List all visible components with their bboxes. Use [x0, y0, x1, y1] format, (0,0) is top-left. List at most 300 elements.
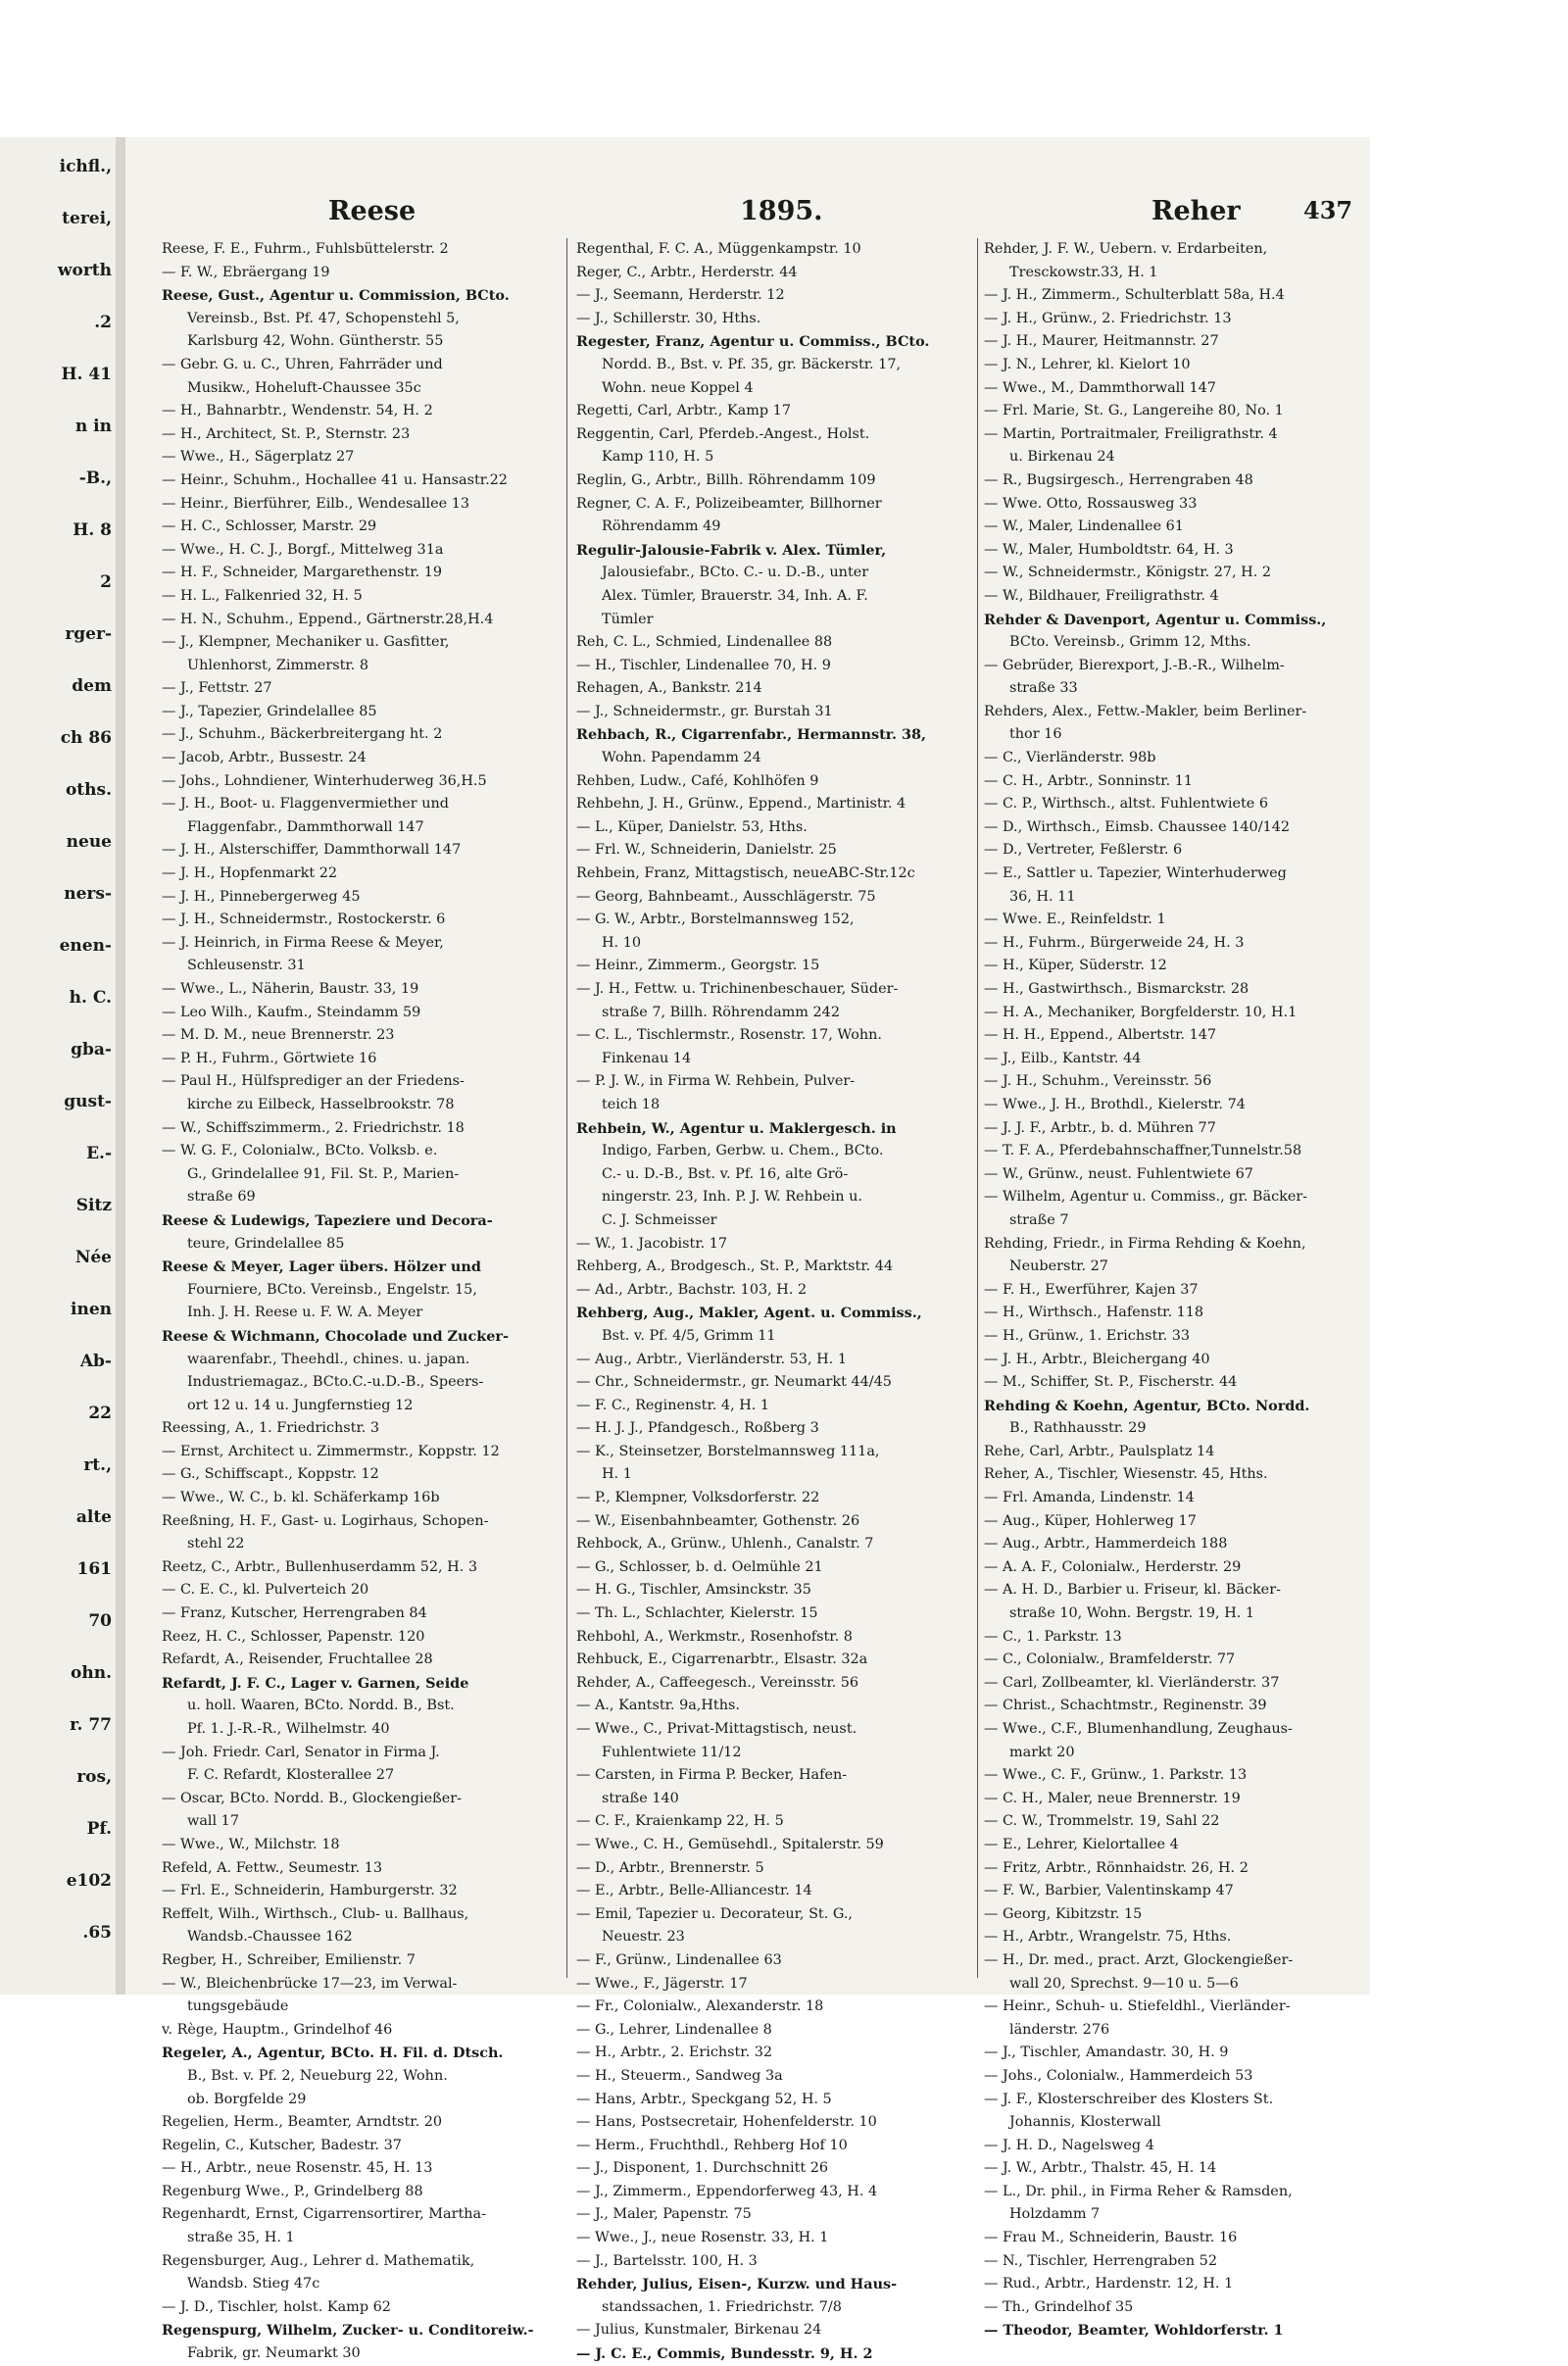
directory-entry: — D., Vertreter, Feßlerstr. 6 — [984, 842, 1183, 859]
directory-entry: — Ad., Arbtr., Bachstr. 103, H. 2 — [576, 1281, 808, 1298]
directory-entry: — A., Kantstr. 9a,Hths. — [576, 1698, 740, 1714]
directory-entry: — H., Dr. med., pract. Arzt, Glockengießer- — [984, 1951, 1294, 1968]
directory-entry: — E., Sattler u. Tapezier, Winterhuderweg — [984, 865, 1287, 882]
directory-entry: Karlsburg 42, Wohn. Güntherstr. 55 — [187, 333, 444, 350]
directory-entry: — J. H., Boot- u. Flaggenvermiether und — [162, 796, 450, 813]
directory-entry: — Heinr., Bierführer, Eilb., Wendesallee 13 — [162, 495, 470, 512]
directory-entry: Neuberstr. 27 — [1009, 1258, 1108, 1275]
directory-entry: — H., Arbtr., 2. Erichstr. 32 — [576, 2045, 773, 2061]
directory-entry: Neuestr. 23 — [602, 1929, 685, 1946]
directory-entry: Reessing, A., 1. Friedrichstr. 3 — [162, 1420, 380, 1437]
directory-entry: — Heinr., Zimmerm., Georgstr. 15 — [576, 958, 820, 974]
directory-entry: — Wwe., H., Sägerplatz 27 — [162, 449, 355, 466]
directory-entry: Reese & Ludewigs, Tapeziere und Decora- — [162, 1211, 493, 1229]
directory-entry: — J. D., Tischler, holst. Kamp 62 — [162, 2298, 391, 2315]
directory-entry: kirche zu Eilbeck, Hasselbrookstr. 78 — [187, 1096, 455, 1112]
directory-entry: — Rud., Arbtr., Hardenstr. 12, H. 1 — [984, 2276, 1234, 2292]
directory-entry: — K., Steinsetzer, Borstelmannsweg 111a, — [576, 1443, 880, 1459]
directory-entry: Tümler — [602, 611, 654, 627]
directory-entry: — Aug., Arbtr., Vierländerstr. 53, H. 1 — [576, 1351, 847, 1367]
directory-entry: — J. H. D., Nagelsweg 4 — [984, 2137, 1154, 2153]
directory-entry: Rehbehn, J. H., Grünw., Eppend., Martinistr. 4 — [576, 796, 906, 813]
directory-entry: Reese, F. E., Fuhrm., Fuhlsbüttelerstr. 2 — [162, 241, 449, 257]
directory-entry: — C. L., Tischlermstr., Rosenstr. 17, Wohn. — [576, 1027, 882, 1044]
header-right-word: Reher — [1152, 196, 1241, 226]
directory-column-1 — [162, 238, 554, 2366]
directory-entry: — H. J. J., Pfandgesch., Roßberg 3 — [576, 1420, 819, 1437]
directory-entry: Uhlenhorst, Zimmerstr. 8 — [187, 657, 368, 673]
directory-entry: u. holl. Waaren, BCto. Nordd. B., Bst. — [187, 1698, 455, 1714]
directory-entry: markt 20 — [1009, 1744, 1075, 1760]
directory-entry: — Ernst, Architect u. Zimmermstr., Koppstr. 12 — [162, 1443, 500, 1459]
adjacent-page-text: .2 — [94, 313, 112, 332]
page-number: 437 — [1303, 196, 1353, 224]
directory-entry: ort 12 u. 14 u. Jungfernstieg 12 — [187, 1397, 414, 1413]
directory-entry: Rehding, Friedr., in Firma Rehding & Koehn, — [984, 1235, 1306, 1252]
directory-entry: Musikw., Hoheluft-Chaussee 35c — [187, 379, 421, 396]
directory-entry: — Frl. E., Schneiderin, Hamburgerstr. 32 — [162, 1883, 458, 1899]
directory-entry: Nordd. B., Bst. v. Pf. 35, gr. Bäckerstr. 17, — [602, 356, 902, 372]
directory-entry: — Wwe., C.F., Blumenhandlung, Zeughaus- — [984, 1721, 1293, 1737]
adjacent-page-text: ohn. — [71, 1663, 112, 1683]
directory-entry: — J. Heinrich, in Firma Reese & Meyer, — [162, 934, 444, 951]
adjacent-page-text: Née — [74, 1248, 112, 1267]
directory-entry: — L., Dr. phil., in Firma Reher & Ramsden, — [984, 2183, 1293, 2199]
directory-entry: Regenspurg, Wilhelm, Zucker- u. Conditoreiw.- — [162, 2322, 534, 2340]
directory-entry: — J. H., Hopfenmarkt 22 — [162, 865, 338, 882]
directory-entry: — Johs., Colonialw., Hammerdeich 53 — [984, 2067, 1253, 2084]
directory-entry: — Wwe. E., Reinfeldstr. 1 — [984, 912, 1166, 928]
directory-entry: — H. L., Falkenried 32, H. 5 — [162, 587, 363, 604]
directory-entry: — F., Grünw., Lindenallee 63 — [576, 1951, 782, 1968]
directory-entry: — H. A., Mechaniker, Borgfelderstr. 10, H.1 — [984, 1004, 1298, 1020]
adjacent-page-text: terei, — [62, 209, 112, 228]
directory-entry: — W., Eisenbahnbeamter, Gothenstr. 26 — [576, 1512, 860, 1529]
header-left-word: Reese — [328, 196, 416, 226]
directory-entry: — Wwe. Otto, Rossausweg 33 — [984, 495, 1198, 512]
directory-entry: — Chr., Schneidermstr., gr. Neumarkt 44/45 — [576, 1374, 892, 1391]
adjacent-page-text: 22 — [88, 1404, 112, 1423]
directory-entry: stehl 22 — [187, 1536, 245, 1553]
directory-entry: Rehder, J. F. W., Uebern. v. Erdarbeiten, — [984, 241, 1268, 257]
directory-entry: Rehbach, R., Cigarrenfabr., Hermannstr. 38, — [576, 726, 927, 744]
directory-entry: — H., Fuhrm., Bürgerweide 24, H. 3 — [984, 934, 1245, 951]
directory-entry: — H., Bahnarbtr., Wendenstr. 54, H. 2 — [162, 403, 433, 419]
adjacent-page-text: dem — [72, 676, 112, 696]
directory-entry: — Julius, Kunstmaler, Birkenau 24 — [576, 2322, 822, 2339]
directory-entry: Inh. J. H. Reese u. F. W. A. Meyer — [187, 1305, 423, 1321]
directory-entry: Rehders, Alex., Fettw.-Makler, beim Berliner- — [984, 703, 1307, 719]
directory-entry: straße 7, Billh. Röhrendamm 242 — [602, 1004, 840, 1020]
directory-entry: — J. W., Arbtr., Thalstr. 45, H. 14 — [984, 2160, 1217, 2177]
directory-entry: Flaggenfabr., Dammthorwall 147 — [187, 818, 424, 835]
adjacent-page-text: Pf. — [86, 1819, 112, 1839]
directory-entry: Reese & Wichmann, Chocolade und Zucker- — [162, 1327, 509, 1345]
directory-entry: — J., Seemann, Herderstr. 12 — [576, 287, 785, 304]
directory-entry: — M., Schiffer, St. P., Fischerstr. 44 — [984, 1374, 1238, 1391]
directory-entry: — J. H., Schuhm., Vereinsstr. 56 — [984, 1073, 1212, 1090]
directory-entry: — Wwe., W. C., b. kl. Schäferkamp 16b — [162, 1490, 440, 1506]
directory-entry: — C. H., Maler, neue Brennerstr. 19 — [984, 1790, 1241, 1806]
directory-entry: waarenfabr., Theehdl., chines. u. japan. — [187, 1351, 470, 1367]
directory-entry: — D., Arbtr., Brennerstr. 5 — [576, 1859, 764, 1876]
directory-entry: — Wwe., C., Privat-Mittagstisch, neust. — [576, 1721, 858, 1737]
directory-entry: Rehe, Carl, Arbtr., Paulsplatz 14 — [984, 1443, 1215, 1459]
directory-column-3 — [984, 238, 1376, 2342]
adjacent-page-text: e102 — [66, 1871, 112, 1891]
directory-entry: Rehbein, Franz, Mittagstisch, neueABC-Str.12c — [576, 865, 915, 882]
directory-entry: straße 7 — [1009, 1211, 1069, 1228]
directory-entry: — H. N., Schuhm., Eppend., Gärtnerstr.28,H.4 — [162, 611, 494, 627]
directory-entry: — G. W., Arbtr., Borstelmannsweg 152, — [576, 912, 855, 928]
directory-entry: Refeld, A. Fettw., Seumestr. 13 — [162, 1859, 383, 1876]
directory-entry: Tresckowstr.33, H. 1 — [1009, 264, 1158, 280]
directory-entry: wall 17 — [187, 1813, 239, 1830]
directory-entry: — J., Schillerstr. 30, Hths. — [576, 310, 761, 326]
adjacent-page-text: .65 — [82, 1923, 112, 1943]
directory-entry: — J., Maler, Papenstr. 75 — [576, 2206, 752, 2223]
directory-entry: — N., Tischler, Herrengraben 52 — [984, 2252, 1217, 2269]
page-gutter — [116, 137, 125, 1995]
directory-entry: — Frl. Marie, St. G., Langereihe 80, No. 1 — [984, 403, 1284, 419]
adjacent-page-text: rger- — [65, 624, 112, 644]
directory-entry: F. C. Refardt, Klosterallee 27 — [187, 1767, 395, 1784]
directory-entry: — J. F., Klosterschreiber des Klosters St. — [984, 2091, 1274, 2107]
directory-entry: — Wwe., W., Milchstr. 18 — [162, 1836, 340, 1852]
directory-entry: H. 1 — [602, 1466, 632, 1483]
directory-entry: — Wwe., H. C. J., Borgf., Mittelweg 31a — [162, 541, 444, 558]
adjacent-page-text: gba- — [71, 1040, 112, 1060]
directory-entry: Wandsb. Stieg 47c — [187, 2276, 320, 2292]
adjacent-page-text: Sitz — [75, 1196, 112, 1215]
directory-entry: C. J. Schmeisser — [602, 1211, 717, 1228]
directory-entry: — Th., Grindelhof 35 — [984, 2298, 1134, 2315]
directory-entry: — Martin, Portraitmaler, Freiligrathstr. 4 — [984, 425, 1278, 442]
directory-entry: — Joh. Friedr. Carl, Senator in Firma J. — [162, 1744, 440, 1760]
adjacent-page-text: r. 77 — [70, 1715, 112, 1735]
directory-entry: — Heinr., Schuhm., Hochallee 41 u. Hansastr.22 — [162, 471, 508, 488]
directory-entry: — W., Maler, Lindenallee 61 — [984, 518, 1184, 535]
directory-entry: — H. C., Schlosser, Marstr. 29 — [162, 518, 377, 535]
directory-entry: — Leo Wilh., Kaufm., Steindamm 59 — [162, 1004, 421, 1020]
directory-entry: Alex. Tümler, Brauerstr. 34, Inh. A. F. — [602, 587, 868, 604]
directory-entry: — L., Küper, Danielstr. 53, Hths. — [576, 818, 808, 835]
directory-entry: Schleusenstr. 31 — [187, 958, 306, 974]
directory-entry: — E., Lehrer, Kielortallee 4 — [984, 1836, 1179, 1852]
directory-entry: 36, H. 11 — [1009, 888, 1076, 905]
directory-entry: — C. W., Trommelstr. 19, Sahl 22 — [984, 1813, 1220, 1830]
directory-entry: — Aug., Küper, Hohlerweg 17 — [984, 1512, 1197, 1529]
directory-entry: — Johs., Lohndiener, Winterhuderweg 36,H.5 — [162, 772, 487, 789]
directory-entry: Wohn. Papendamm 24 — [602, 750, 761, 766]
directory-entry: Rehder, Julius, Eisen-, Kurzw. und Haus- — [576, 2276, 898, 2293]
directory-entry: B., Bst. v. Pf. 2, Neueburg 22, Wohn. — [187, 2067, 448, 2084]
directory-entry: — Gebrüder, Bierexport, J.-B.-R., Wilhelm- — [984, 657, 1285, 673]
directory-entry: — T. F. A., Pferdebahnschaffner,Tunnelstr.58 — [984, 1143, 1302, 1159]
directory-entry: straße 140 — [602, 1790, 679, 1806]
adjacent-page-text: E.- — [86, 1144, 112, 1163]
adjacent-page-text: worth — [57, 261, 112, 280]
adjacent-page-fragment — [0, 137, 116, 1995]
directory-entry: — H., Arbtr., neue Rosenstr. 45, H. 13 — [162, 2160, 433, 2177]
directory-entry: — W., Schiffszimmerm., 2. Friedrichstr. 18 — [162, 1119, 465, 1136]
adjacent-page-text: 161 — [76, 1559, 112, 1579]
directory-entry: — H., Gastwirthsch., Bismarckstr. 28 — [984, 981, 1250, 997]
adjacent-page-text: H. 41 — [61, 365, 112, 384]
directory-entry: — C. E. C., kl. Pulverteich 20 — [162, 1582, 369, 1599]
directory-entry: thor 16 — [1009, 726, 1062, 743]
directory-entry: Regelin, C., Kutscher, Badestr. 37 — [162, 2137, 402, 2153]
directory-entry: — Theodor, Beamter, Wohldorferstr. 1 — [984, 2322, 1284, 2340]
directory-entry: Reglin, G., Arbtr., Billh. Röhrendamm 109 — [576, 471, 876, 488]
directory-entry: — H., Arbtr., Wrangelstr. 75, Hths. — [984, 1929, 1232, 1946]
directory-entry: — Herm., Fruchthdl., Rehberg Hof 10 — [576, 2137, 848, 2153]
directory-entry: — J., Tapezier, Grindelallee 85 — [162, 703, 377, 719]
directory-entry: Rehberg, Aug., Makler, Agent. u. Commiss., — [576, 1305, 922, 1322]
adjacent-page-text: rt., — [83, 1455, 112, 1475]
directory-entry: Refardt, A., Reisender, Fruchtallee 28 — [162, 1651, 433, 1668]
directory-entry: — J. N., Lehrer, kl. Kielort 10 — [984, 356, 1191, 372]
directory-entry: — Frau M., Schneiderin, Baustr. 16 — [984, 2230, 1238, 2246]
directory-entry: — H., Architect, St. P., Sternstr. 23 — [162, 425, 411, 442]
directory-entry: Rehbein, W., Agentur u. Maklergesch. in — [576, 1119, 897, 1137]
directory-entry: teure, Grindelallee 85 — [187, 1235, 345, 1252]
directory-entry: — Emil, Tapezier u. Decorateur, St. G., — [576, 1905, 853, 1922]
directory-entry: Regeler, A., Agentur, BCto. H. Fil. d. Dtsch. — [162, 2045, 504, 2062]
directory-entry: — J., Klempner, Mechaniker u. Gasfitter, — [162, 634, 450, 651]
directory-entry: — H., Tischler, Lindenallee 70, H. 9 — [576, 657, 831, 673]
directory-entry: Rehder, A., Caffeegesch., Vereinsstr. 56 — [576, 1674, 859, 1691]
directory-entry: — F. C., Reginenstr. 4, H. 1 — [576, 1397, 770, 1413]
directory-entry: Reez, H. C., Schlosser, Papenstr. 120 — [162, 1628, 425, 1645]
directory-entry: — Christ., Schachtmstr., Reginenstr. 39 — [984, 1698, 1267, 1714]
directory-entry: Regber, H., Schreiber, Emilienstr. 7 — [162, 1951, 416, 1968]
adjacent-page-text: ichfl., — [59, 157, 112, 176]
directory-entry: Reher, A., Tischler, Wiesenstr. 45, Hths. — [984, 1466, 1268, 1483]
directory-entry: Finkenau 14 — [602, 1050, 692, 1066]
directory-entry: Indigo, Farben, Gerbw. u. Chem., BCto. — [602, 1143, 884, 1159]
directory-entry: straße 10, Wohn. Bergstr. 19, H. 1 — [1009, 1605, 1255, 1622]
directory-entry: Regner, C. A. F., Polizeibeamter, Billhorner — [576, 495, 882, 512]
directory-entry: — Fr., Colonialw., Alexanderstr. 18 — [576, 1998, 824, 2015]
directory-entry: — Carl, Zollbeamter, kl. Vierländerstr. 37 — [984, 1674, 1280, 1691]
directory-entry: — W., Bleichenbrücke 17—23, im Verwal- — [162, 1975, 458, 1992]
directory-entry: Holzdamm 7 — [1009, 2206, 1101, 2223]
directory-entry: u. Birkenau 24 — [1009, 449, 1115, 466]
directory-entry: Pf. 1. J.-R.-R., Wilhelmstr. 40 — [187, 1721, 390, 1737]
directory-entry: — J., Zimmerm., Eppendorferweg 43, H. 4 — [576, 2183, 878, 2199]
directory-entry: — Paul H., Hülfsprediger an der Friedens- — [162, 1073, 465, 1090]
directory-entry: — C., Colonialw., Bramfelderstr. 77 — [984, 1651, 1236, 1668]
directory-entry: straße 69 — [187, 1189, 256, 1206]
adjacent-page-text: 2 — [100, 572, 112, 592]
directory-entry: Kamp 110, H. 5 — [602, 449, 714, 466]
adjacent-page-text: inen — [71, 1300, 112, 1319]
adjacent-page-text: oths. — [65, 780, 112, 800]
directory-entry: — W., Schneidermstr., Königstr. 27, H. 2 — [984, 565, 1272, 581]
directory-entry: länderstr. 276 — [1009, 2021, 1110, 2038]
directory-entry: — C., 1. Parkstr. 13 — [984, 1628, 1122, 1645]
directory-entry: Industriemagaz., BCto.C.-u.D.-B., Speers- — [187, 1374, 484, 1391]
directory-entry: straße 33 — [1009, 680, 1078, 697]
directory-entry: — Wwe., F., Jägerstr. 17 — [576, 1975, 748, 1992]
directory-entry: — J., Eilb., Kantstr. 44 — [984, 1050, 1142, 1066]
directory-entry: B., Rathhausstr. 29 — [1009, 1420, 1147, 1437]
directory-entry: — Hans, Arbtr., Speckgang 52, H. 5 — [576, 2091, 832, 2107]
adjacent-page-text: ros, — [76, 1767, 112, 1787]
directory-entry: Refardt, J. F. C., Lager v. Garnen, Seide — [162, 1674, 469, 1692]
directory-entry: — J., Schneidermstr., gr. Burstah 31 — [576, 703, 833, 719]
directory-entry: — E., Arbtr., Belle-Alliancestr. 14 — [576, 1883, 812, 1899]
directory-entry: — M. D. M., neue Brennerstr. 23 — [162, 1027, 395, 1044]
directory-entry: — Georg, Kibitzstr. 15 — [984, 1905, 1143, 1922]
directory-entry: — Gebr. G. u. C., Uhren, Fahrräder und — [162, 356, 443, 372]
directory-entry: Regulir-Jalousie-Fabrik v. Alex. Tümler, — [576, 541, 887, 559]
directory-entry: — J. H., Alsterschiffer, Dammthorwall 147 — [162, 842, 462, 859]
adjacent-page-text: n in — [74, 417, 112, 436]
directory-entry: standssachen, 1. Friedrichstr. 7/8 — [602, 2298, 842, 2315]
directory-entry: — G., Schlosser, b. d. Oelmühle 21 — [576, 1558, 823, 1575]
directory-entry: Fabrik, gr. Neumarkt 30 — [187, 2345, 361, 2362]
directory-entry: Fuhlentwiete 11/12 — [602, 1744, 742, 1760]
directory-entry: Regelien, Herm., Beamter, Arndtstr. 20 — [162, 2114, 443, 2131]
directory-entry: Rehder & Davenport, Agentur u. Commiss., — [984, 611, 1327, 628]
directory-entry: Reese, Gust., Agentur u. Commission, BCto. — [162, 287, 510, 305]
directory-entry: — W., Maler, Humboldtstr. 64, H. 3 — [984, 541, 1234, 558]
directory-entry: — J. J. F., Arbtr., b. d. Mühren 77 — [984, 1119, 1216, 1136]
directory-entry: — H., Grünw., 1. Erichstr. 33 — [984, 1327, 1191, 1344]
directory-entry: teich 18 — [602, 1096, 661, 1112]
directory-entry: — Carsten, in Firma P. Becker, Hafen- — [576, 1767, 848, 1784]
directory-entry: Rehbuck, E., Cigarrenarbtr., Elsastr. 32a — [576, 1651, 868, 1668]
directory-entry: — W., 1. Jacobistr. 17 — [576, 1235, 728, 1252]
adjacent-page-text: gust- — [64, 1092, 112, 1111]
directory-entry: wall 20, Sprechst. 9—10 u. 5—6 — [1009, 1975, 1239, 1992]
directory-entry: — C. H., Arbtr., Sonninstr. 11 — [984, 772, 1194, 789]
directory-entry: — A. A. F., Colonialw., Herderstr. 29 — [984, 1558, 1242, 1575]
directory-entry: — Oscar, BCto. Nordd. B., Glockengießer- — [162, 1790, 462, 1806]
directory-entry: H. 10 — [602, 934, 642, 951]
column-rule — [977, 238, 978, 1978]
directory-entry: — H. H., Eppend., Albertstr. 147 — [984, 1027, 1217, 1044]
directory-entry: Rehbock, A., Grünw., Uhlenh., Canalstr. 7 — [576, 1536, 874, 1553]
adjacent-page-text: -B., — [78, 468, 112, 488]
directory-entry: — Franz, Kutscher, Herrengraben 84 — [162, 1605, 427, 1622]
directory-entry: — F. H., Ewerführer, Kajen 37 — [984, 1281, 1199, 1298]
adjacent-page-text: alte — [75, 1507, 112, 1527]
directory-entry: — Wilhelm, Agentur u. Commiss., gr. Bäcker- — [984, 1189, 1308, 1206]
directory-entry: C.- u. D.-B., Bst. v. Pf. 16, alte Grö- — [602, 1165, 849, 1182]
directory-entry: — J., Bartelsstr. 100, H. 3 — [576, 2252, 758, 2269]
directory-entry: — G., Schiffscapt., Koppstr. 12 — [162, 1466, 379, 1483]
directory-entry: — C., Vierländerstr. 98b — [984, 750, 1156, 766]
directory-entry: — W., Grünw., neust. Fuhlentwiete 67 — [984, 1165, 1253, 1182]
directory-entry: — R., Bugsirgesch., Herrengraben 48 — [984, 471, 1253, 488]
directory-entry: Rehben, Ludw., Café, Kohlhöfen 9 — [576, 772, 819, 789]
directory-entry: Wandsb.-Chaussee 162 — [187, 1929, 353, 1946]
directory-entry: — Th. L., Schlachter, Kielerstr. 15 — [576, 1605, 818, 1622]
directory-entry: Rehding & Koehn, Agentur, BCto. Nordd. — [984, 1397, 1310, 1414]
directory-entry: — J. H., Arbtr., Bleichergang 40 — [984, 1351, 1210, 1367]
directory-entry: Reetz, C., Arbtr., Bullenhuserdamm 52, H. 3 — [162, 1558, 478, 1575]
directory-entry: — P. H., Fuhrm., Görtwiete 16 — [162, 1050, 377, 1066]
adjacent-page-text: 70 — [88, 1611, 112, 1631]
adjacent-page-text: enen- — [59, 936, 112, 956]
directory-entry: — J. H., Zimmerm., Schulterblatt 58a, H.4 — [984, 287, 1285, 304]
directory-entry: — P., Klempner, Volksdorferstr. 22 — [576, 1490, 820, 1506]
directory-entry: G., Grindelallee 91, Fil. St. P., Marien- — [187, 1165, 460, 1182]
header-year: 1895. — [740, 196, 823, 226]
directory-entry: Reh, C. L., Schmied, Lindenallee 88 — [576, 634, 833, 651]
directory-entry: Regester, Franz, Agentur u. Commiss., BCto. — [576, 333, 930, 351]
directory-entry: — Heinr., Schuh- u. Stiefeldhl., Vierländer- — [984, 1998, 1291, 2015]
adjacent-page-text: neue — [66, 832, 112, 852]
directory-entry: Regensburger, Aug., Lehrer d. Mathematik, — [162, 2252, 475, 2269]
directory-entry: tungsgebäude — [187, 1998, 289, 2015]
directory-entry: — J. H., Maurer, Heitmannstr. 27 — [984, 333, 1219, 350]
directory-entry: Reeßning, H. F., Gast- u. Logirhaus, Schopen- — [162, 1512, 489, 1529]
directory-entry: Jalousiefabr., BCto. C.- u. D.-B., unter — [602, 565, 869, 581]
directory-entry: ob. Borgfelde 29 — [187, 2091, 307, 2107]
directory-entry: Reese & Meyer, Lager übers. Hölzer und — [162, 1258, 481, 1276]
directory-entry: — Frl. Amanda, Lindenstr. 14 — [984, 1490, 1195, 1506]
adjacent-page-text: ners- — [64, 884, 112, 904]
directory-entry: — Georg, Bahnbeamt., Ausschlägerstr. 75 — [576, 888, 876, 905]
directory-entry: Vereinsb., Bst. Pf. 47, Schopenstehl 5, — [187, 310, 460, 326]
directory-entry: — F. W., Ebräergang 19 — [162, 264, 330, 280]
directory-entry: — J., Tischler, Amandastr. 30, H. 9 — [984, 2045, 1229, 2061]
directory-entry: — W. G. F., Colonialw., BCto. Volksb. e. — [162, 1143, 438, 1159]
directory-entry: — J. H., Schneidermstr., Rostockerstr. 6 — [162, 912, 446, 928]
directory-entry: Regenburg Wwe., P., Grindelberg 88 — [162, 2183, 423, 2199]
directory-entry: Röhrendamm 49 — [602, 518, 721, 535]
directory-entry: — Frl. W., Schneiderin, Danielstr. 25 — [576, 842, 837, 859]
directory-entry: — J. C. E., Commis, Bundesstr. 9, H. 2 — [576, 2345, 873, 2363]
directory-entry: Regenthal, F. C. A., Müggenkampstr. 10 — [576, 241, 861, 257]
directory-entry: Reffelt, Wilh., Wirthsch., Club- u. Ballhaus, — [162, 1905, 469, 1922]
directory-entry: — J., Schuhm., Bäckerbreitergang ht. 2 — [162, 726, 443, 743]
directory-entry: — J., Disponent, 1. Durchschnitt 26 — [576, 2160, 829, 2177]
directory-entry: — Wwe., L., Näherin, Baustr. 33, 19 — [162, 981, 419, 997]
directory-entry: Reger, C., Arbtr., Herderstr. 44 — [576, 264, 798, 280]
directory-entry: — J., Fettstr. 27 — [162, 680, 272, 697]
directory-entry: Rehagen, A., Bankstr. 214 — [576, 680, 762, 697]
directory-entry: — H., Küper, Süderstr. 12 — [984, 958, 1167, 974]
directory-entry: Wohn. neue Koppel 4 — [602, 379, 754, 396]
directory-entry: — P. J. W., in Firma W. Rehbein, Pulver- — [576, 1073, 856, 1090]
directory-entry: v. Rège, Hauptm., Grindelhof 46 — [162, 2021, 393, 2038]
adjacent-page-text: h. C. — [69, 988, 112, 1008]
directory-entry: — W., Bildhauer, Freiligrathstr. 4 — [984, 587, 1219, 604]
directory-entry: — A. H. D., Barbier u. Friseur, kl. Bäcker- — [984, 1582, 1281, 1599]
directory-entry: BCto. Vereinsb., Grimm 12, Mths. — [1009, 634, 1251, 651]
directory-entry: — Jacob, Arbtr., Bussestr. 24 — [162, 750, 367, 766]
directory-entry: Johannis, Klosterwall — [1009, 2114, 1161, 2131]
directory-entry: Regenhardt, Ernst, Cigarrensortirer, Martha- — [162, 2206, 486, 2223]
directory-entry: ningerstr. 23, Inh. P. J. W. Rehbein u. — [602, 1189, 862, 1206]
directory-entry: — H., Steuerm., Sandweg 3a — [576, 2067, 783, 2084]
directory-entry: — C. P., Wirthsch., altst. Fuhlentwiete 6 — [984, 796, 1269, 813]
directory-entry: — Hans, Postsecretair, Hohenfelderstr. 10 — [576, 2114, 877, 2131]
directory-entry: Reggentin, Carl, Pferdeb.-Angest., Holst. — [576, 425, 870, 442]
column-rule — [566, 238, 567, 1978]
directory-entry: Rehberg, A., Brodgesch., St. P., Marktstr. 44 — [576, 1258, 894, 1275]
adjacent-page-text: ch 86 — [60, 728, 112, 748]
directory-entry: — Wwe., J. H., Brothdl., Kielerstr. 74 — [984, 1096, 1246, 1112]
directory-entry: Regetti, Carl, Arbtr., Kamp 17 — [576, 403, 791, 419]
directory-entry: — J. H., Fettw. u. Trichinenbeschauer, Süder- — [576, 981, 899, 997]
directory-entry: — J. H., Grünw., 2. Friedrichstr. 13 — [984, 310, 1232, 326]
